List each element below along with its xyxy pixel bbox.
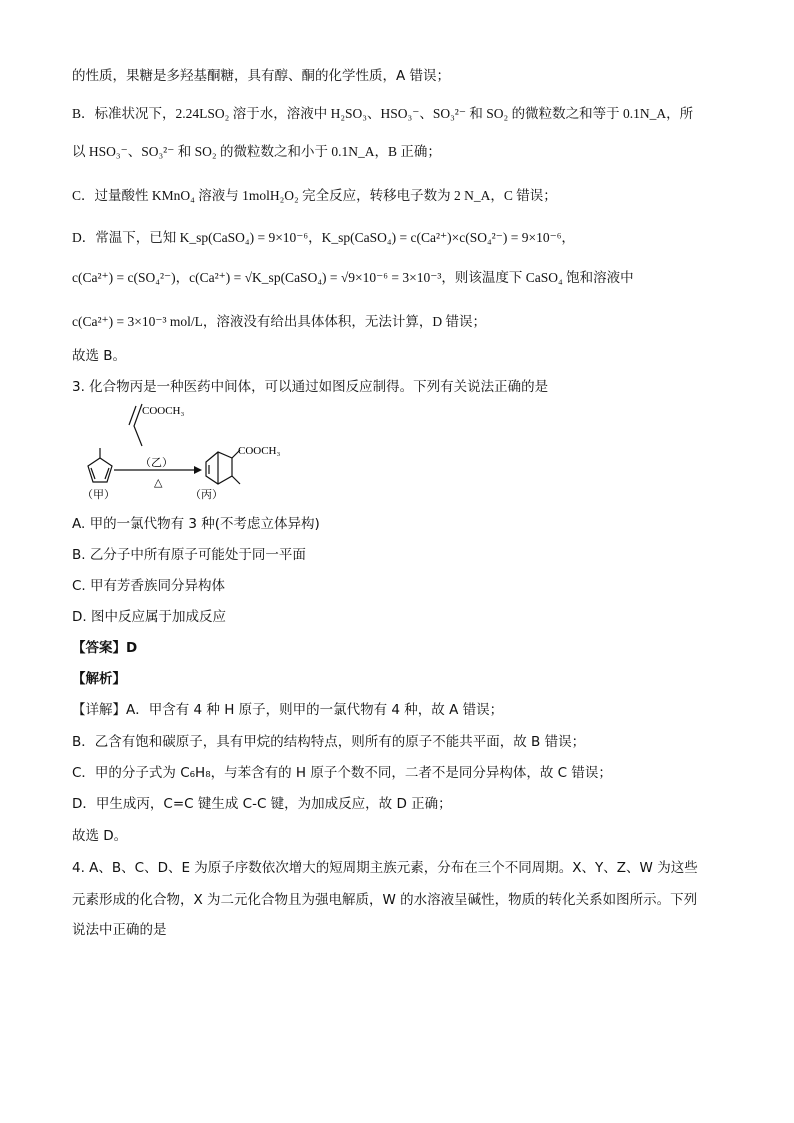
reagent-yi-structure <box>129 404 142 446</box>
arrow-bottom-label: △ <box>154 476 163 489</box>
arrow-top-label: （乙） <box>140 456 173 469</box>
text-line: B．标准状况下，2.24LSO₂ 溶于水，溶液中 H₂SO₃、HSO₃⁻、SO₃²⁻ 和 SO₂ 的微粒数之和等于 0.1N_A，所 <box>72 106 694 121</box>
text-line: 说法中正确的是 <box>72 922 167 938</box>
text-line: c(Ca²⁺) = 3×10⁻³ mol/L，溶液没有给出具体体积，无法计算，D 错误； <box>72 314 487 329</box>
label-bing: （丙） <box>190 488 223 501</box>
text-line: 【详解】A．甲含有 4 种 H 原子，则甲的一氯代物有 4 种，故 A 错误； <box>72 702 504 718</box>
text-line: 故选 B。 <box>72 348 127 364</box>
text-line: 以 HSO₃⁻、SO₃²⁻ 和 SO₂ 的微粒数之和小于 0.1N_A，B 正确； <box>72 144 441 159</box>
reaction-diagram <box>78 400 308 506</box>
label-jia: （甲） <box>82 488 115 501</box>
option-a: A. 甲的一氯代物有 3 种(不考虑立体异构) <box>72 516 320 532</box>
analysis-heading: 【解析】 <box>72 671 126 687</box>
question-3-stem: 3. 化合物丙是一种医药中间体，可以通过如图反应制得。下列有关说法正确的是 <box>72 379 549 395</box>
option-b: B. 乙分子中所有原子可能处于同一平面 <box>72 547 306 563</box>
text-line: c(Ca²⁺) = c(SO₄²⁻)，c(Ca²⁺) = √K_sp(CaSO₄) = √9×10⁻⁶ = 3×10⁻³，则该温度下 CaSO₄ 饱和溶液中 <box>72 270 634 285</box>
text-line: B．乙含有饱和碳原子，具有甲烷的结构特点，则所有的原子不能共平面，故 B 错误； <box>72 734 586 750</box>
product-ester-label: COOCH₃ <box>238 445 281 457</box>
question-4-stem: 4. A、B、C、D、E 为原子序数依次增大的短周期主族元素，分布在三个不同周期。X、Y、Z、W 为这些 <box>72 860 698 876</box>
compound-bing-structure <box>206 450 240 484</box>
compound-jia-structure <box>88 448 112 482</box>
reagent-yi-label: COOCH₃ <box>142 405 185 417</box>
answer-heading: 【答案】D <box>72 640 138 656</box>
option-c: C. 甲有芳香族同分异构体 <box>72 578 226 594</box>
text-line: 元素形成的化合物，X 为二元化合物且为强电解质，W 的水溶液呈碱性，物质的转化关系如图所示。下列 <box>72 892 698 908</box>
text-line: C．过量酸性 KMnO₄ 溶液与 1molH₂O₂ 完全反应，转移电子数为 2 N_A，C 错误； <box>72 188 557 203</box>
text-line: D．常温下，已知 K_sp(CaSO₄) = 9×10⁻⁶，K_sp(CaSO₄) = c(Ca²⁺)×c(SO₄²⁻) = 9×10⁻⁶， <box>72 230 575 245</box>
text-line: 的性质，果糖是多羟基酮糖，具有醇、酮的化学性质，A 错误； <box>72 68 451 84</box>
option-d: D. 图中反应属于加成反应 <box>72 609 226 625</box>
text-line: C．甲的分子式为 C₆H₈，与苯含有的 H 原子个数不同，二者不是同分异构体，故 C 错误； <box>72 765 612 781</box>
text-line: 故选 D。 <box>72 828 128 844</box>
text-line: D．甲生成丙，C=C 键生成 C-C 键，为加成反应，故 D 正确； <box>72 796 452 812</box>
